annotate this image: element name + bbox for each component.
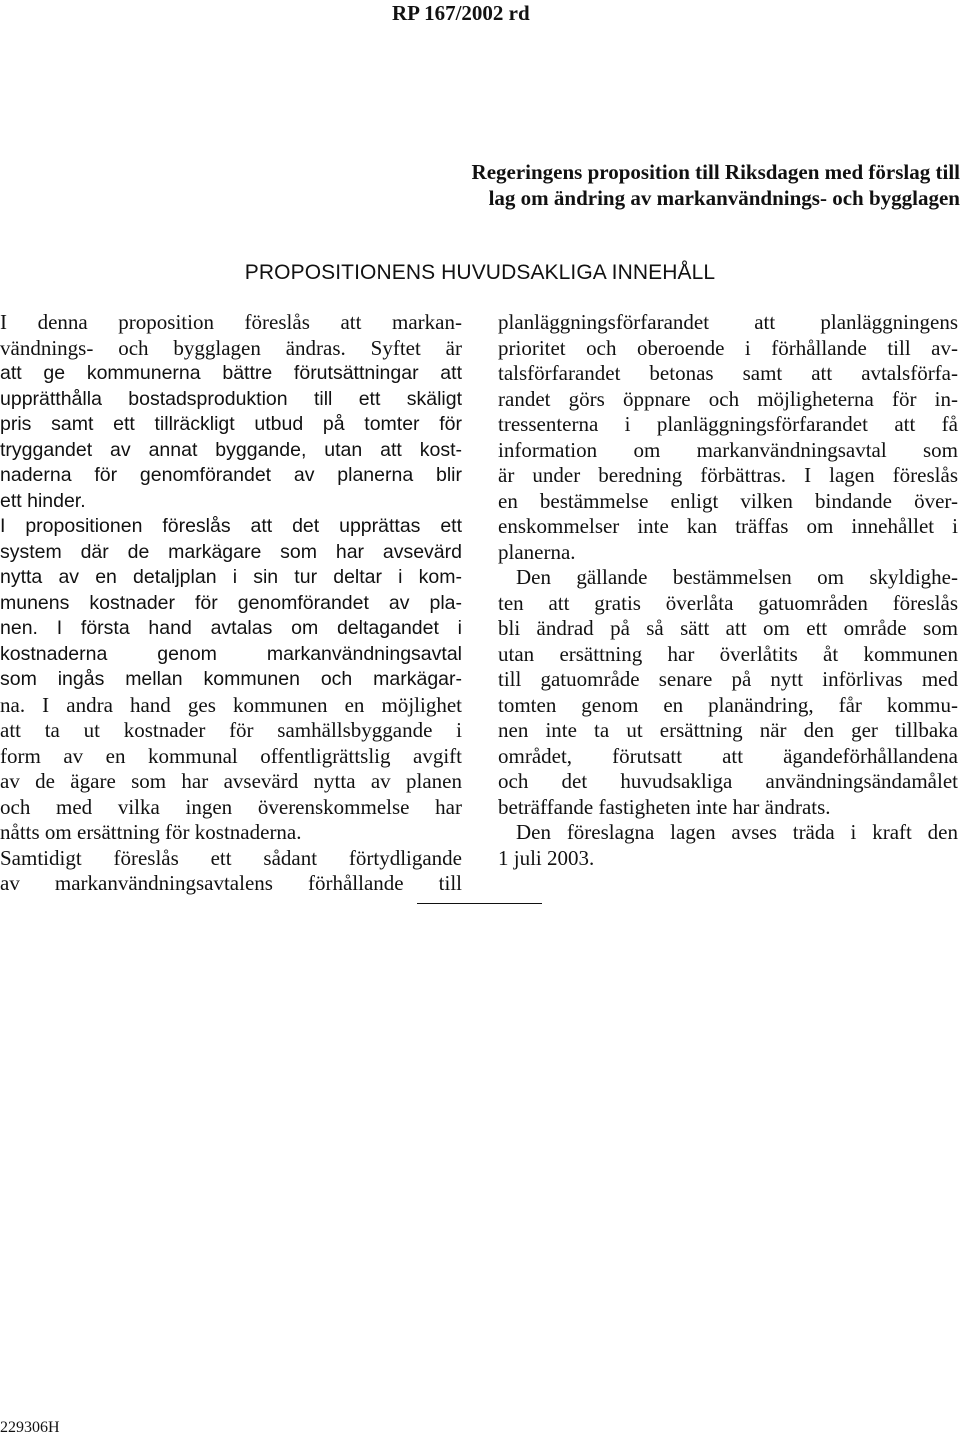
- left-line: munens kostnader för genomförandet av pla-: [0, 591, 462, 614]
- left-line: pris samt ett tillräckligt utbud på tomter för: [0, 413, 462, 435]
- left-line: av markanvändningsavtalens förhållande till: [0, 871, 462, 895]
- title-line-2: lag om ändring av markanvändnings- och bygglagen: [488, 186, 960, 210]
- right-line: 1 juli 2003.: [498, 845, 595, 870]
- right-line: en bestämmelse enligt vilken bindande över-: [498, 488, 958, 513]
- left-line: kostnaderna genom markanvändningsavtal: [0, 642, 462, 665]
- right-column: [498, 310, 958, 871]
- right-line: talsförfarandet betonas samt att avtalsförfa-: [498, 361, 958, 385]
- document-title: [320, 159, 960, 211]
- left-line: nytta av en detaljplan i sin tur deltar i kom-: [0, 566, 462, 588]
- right-line: beträffande fastigheten inte har ändrats.: [498, 794, 831, 819]
- left-line: I denna proposition föreslås att markan-: [0, 310, 462, 334]
- right-line: och det huvudsakliga användningsändamålet: [498, 769, 958, 793]
- left-line: system där de markägare som har avsevärd: [0, 540, 462, 563]
- left-line: och med vilka ingen överenskommelse har: [0, 794, 462, 819]
- title-line-1: Regeringens proposition till Riksdagen med förslag till: [471, 160, 960, 184]
- right-line: prioritet och oberoende i förhållande till av-: [498, 335, 958, 360]
- right-line: utan ersättning har överlåtits åt kommunen: [498, 641, 958, 666]
- left-line: vändnings- och bygglagen ändras. Syftet är: [0, 335, 462, 360]
- document-number: RP 167/2002 rd: [392, 1, 530, 25]
- left-line: att ta ut kostnader för samhällsbyggande i: [0, 718, 462, 742]
- left-line: Samtidigt föreslås ett sådant förtydligande: [0, 845, 462, 870]
- right-line: är under beredning förbättras. I lagen föreslås: [498, 463, 958, 487]
- right-line: information om markanvändningsavtal som: [498, 437, 958, 462]
- left-line: tryggandet av annat byggande, utan att kost-: [0, 438, 462, 461]
- left-line: I propositionen föreslås att det upprättas ett: [0, 515, 462, 537]
- page-code: 229306H: [0, 1419, 60, 1436]
- left-line: upprätthålla bostadsproduktion till ett skäligt: [0, 387, 462, 410]
- right-line: bli ändrad på så sätt att om ett område som: [498, 616, 958, 640]
- right-line: ten att gratis överlåta gatuområden föreslås: [498, 590, 958, 615]
- right-line: planerna.: [498, 539, 576, 564]
- left-line: nen. I första hand avtalas om deltagandet i: [0, 617, 462, 639]
- right-line: enskommelser inte kan träffas om innehållet i: [498, 514, 958, 538]
- right-line: tomten genom en planändring, får kommu-: [498, 692, 958, 717]
- left-line: som ingås mellan kommunen och markägar-: [0, 668, 462, 690]
- right-line: nen inte ta ut ersättning när den ger tillbaka: [498, 718, 958, 742]
- right-line: Den föreslagna lagen avses träda i kraft den: [516, 820, 958, 844]
- right-line: Den gällande bestämmelsen om skyldighe-: [516, 565, 958, 589]
- right-line: tressenterna i planläggningsförfarandet att få: [498, 412, 958, 436]
- left-line: ett hinder.: [0, 489, 86, 512]
- left-line: att ge kommunerna bättre förutsättningar att: [0, 362, 462, 384]
- left-line: form av en kommunal offentligrättslig avgift: [0, 743, 462, 768]
- left-line: naderna för genomförandet av planerna blir: [0, 464, 462, 486]
- left-column: [0, 310, 462, 897]
- section-divider: [417, 903, 542, 904]
- left-line: na. I andra hand ges kommunen en möjlighet: [0, 692, 462, 717]
- left-line: nåtts om ersättning för kostnaderna.: [0, 820, 302, 844]
- right-line: planläggningsförfarandet att planläggningens: [498, 310, 958, 334]
- right-line: området, förutsatt att ägandeförhållandena: [498, 743, 958, 768]
- section-heading: PROPOSITIONENS HUVUDSAKLIGA INNEHÅLL: [244, 261, 716, 284]
- right-line: till gatuområde senare på nytt införlivas med: [498, 667, 958, 691]
- right-line: randet görs öppnare och möjligheterna för in-: [498, 386, 958, 411]
- left-line: av de ägare som har avsevärd nytta av planen: [0, 769, 462, 793]
